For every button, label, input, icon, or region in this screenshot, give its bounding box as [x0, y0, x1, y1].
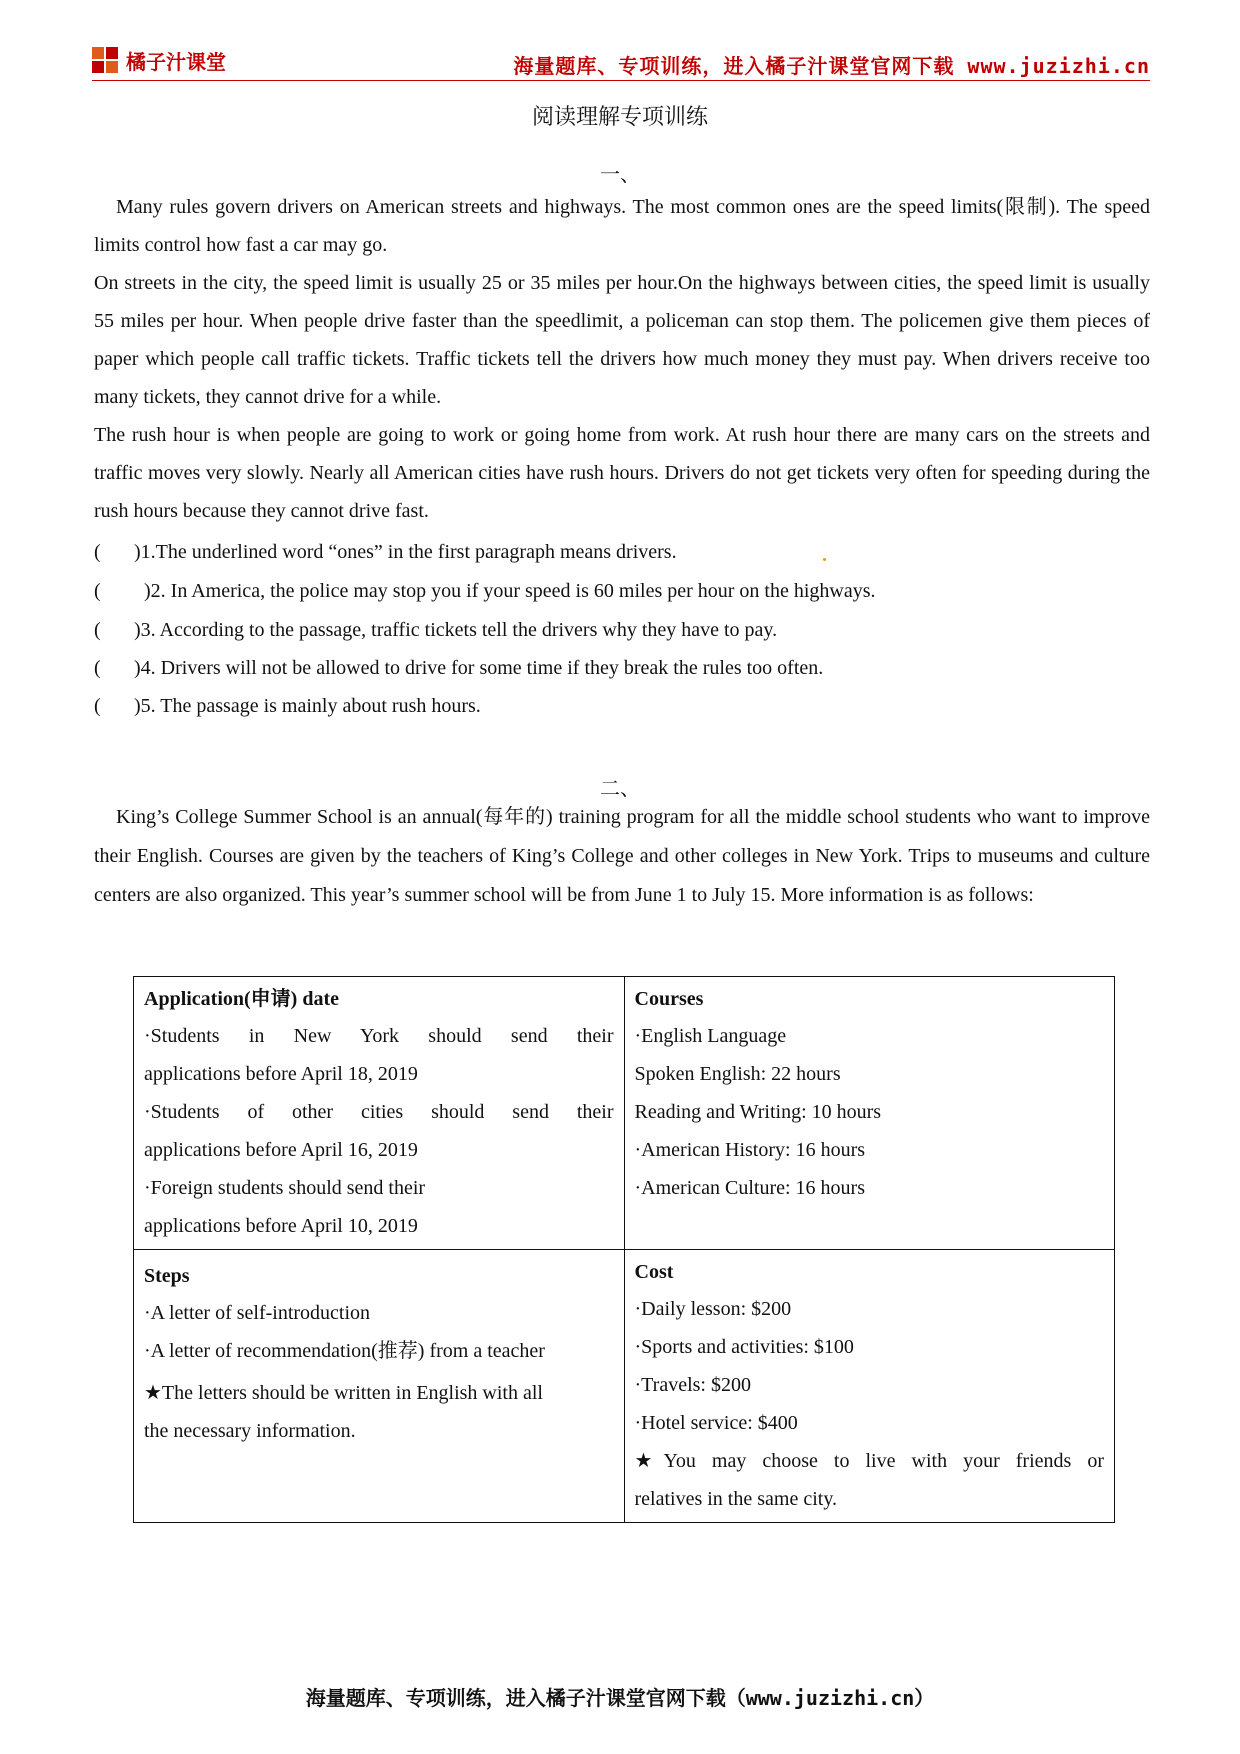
cost-line: ·Sports and activities: $100 [634, 1336, 854, 1358]
logo-icon [92, 47, 120, 75]
info-table [133, 976, 1115, 1523]
answer-blank: ( [94, 657, 101, 679]
steps-cell [134, 1250, 625, 1523]
section-2-number: 二、 [600, 776, 640, 800]
question-5: ( )5. The passage is mainly about rush hours. [94, 691, 481, 721]
application-cell [134, 977, 625, 1250]
section-1-paragraph-3: The rush hour is when people are going to work or going home from work. At rush hour there are many cars on the streets and traffic moves very slowly. Nearly all American cities have rush hours. Drivers do not get tickets very often for speeding during the rush hours because they cannot drive fast. [94, 424, 1150, 522]
answer-blank: ( [94, 619, 101, 641]
application-line: applications before April 18, 2019 [144, 1063, 418, 1085]
steps-line: ★The letters should be written in English with all [144, 1382, 543, 1404]
cost-line: relatives in the same city. [634, 1488, 838, 1510]
application-line: ·Students of other cities should send their [144, 1101, 614, 1123]
courses-line: ·American Culture: 16 hours [634, 1177, 865, 1199]
application-line: ·Foreign students should send their [144, 1177, 426, 1199]
cost-cell [624, 1250, 1115, 1523]
section-2-paragraph: King’s College Summer School is an annual(每年的) training program for all the middle school students who want to improve their English. Courses are given by the teachers of King’s College and other colleges in New York. Trips to museums and culture centers are also organized. This year’s summer school will be from June 1 to July 15. More information is as follows: [94, 806, 1150, 906]
courses-line: ·English Language [634, 1025, 787, 1047]
question-4: ( )4. Drivers will not be allowed to drive for some time if they break the rules too often. [94, 653, 823, 683]
courses-cell [624, 977, 1115, 1250]
question-2: ( )2. In America, the police may stop you if your speed is 60 miles per hour on the highways. [94, 576, 876, 606]
answer-blank: ( [94, 541, 101, 563]
answer-blank: ( [94, 695, 101, 717]
answer-blank: ( [94, 580, 101, 602]
courses-line: Spoken English: 22 hours [634, 1063, 841, 1085]
section-1-number: 一、 [600, 162, 640, 186]
section-1-paragraph-1: Many rules govern drivers on American streets and highways. The most common ones are the speed limits(限制). The speed limits control how fast a car may go. [94, 196, 1150, 256]
cost-title: Cost [634, 1261, 674, 1283]
page-title: 阅读理解专项训练 [531, 105, 708, 130]
steps-title: Steps [144, 1265, 190, 1287]
steps-line: ·A letter of self-introduction [144, 1302, 371, 1324]
page-header [92, 40, 1150, 81]
cost-line: ·Hotel service: $400 [634, 1412, 798, 1434]
question-1: ( )1.The underlined word “ones” in the first paragraph means drivers. [94, 537, 677, 567]
page-footer: 海量题库、专项训练，进入橘子汁课堂官网下载（www.juzizhi.cn） [305, 1686, 935, 1710]
cost-line: ★You may choose to live with your friends or [634, 1450, 1104, 1472]
logo [92, 46, 226, 75]
stray-dot [823, 558, 826, 561]
application-line: applications before April 16, 2019 [144, 1139, 418, 1161]
header-slogan: 海量题库、专项训练，进入橘子汁课堂官网下载 www.juzizhi.cn [513, 54, 1150, 78]
cost-line: ·Travels: $200 [634, 1374, 751, 1396]
steps-line: ·A letter of recommendation(推荐) from a teacher [144, 1340, 545, 1362]
application-line: ·Students in New York should send their [144, 1025, 614, 1047]
section-1-paragraph-2: On streets in the city, the speed limit is usually 25 or 35 miles per hour.On the highways between cities, the speed limit is usually 55 miles per hour. When people drive faster than the speedlimit, a policeman can stop them. The policemen give them pieces of paper which people call traffic tickets. Traffic tickets tell the drivers how much money they must pay. When drivers receive too many tickets, they cannot drive for a while. [94, 272, 1150, 408]
courses-title: Courses [634, 988, 704, 1010]
courses-line: ·American History: 16 hours [634, 1139, 866, 1161]
logo-text: 橘子汁课堂 [126, 50, 226, 74]
steps-line: the necessary information. [144, 1420, 356, 1442]
cost-line: ·Daily lesson: $200 [634, 1298, 792, 1320]
application-line: applications before April 10, 2019 [144, 1215, 418, 1237]
question-3: ( )3. According to the passage, traffic tickets tell the drivers why they have to pay. [94, 615, 777, 645]
application-title: Application(申请) date [144, 988, 339, 1010]
courses-line: Reading and Writing: 10 hours [634, 1101, 882, 1123]
